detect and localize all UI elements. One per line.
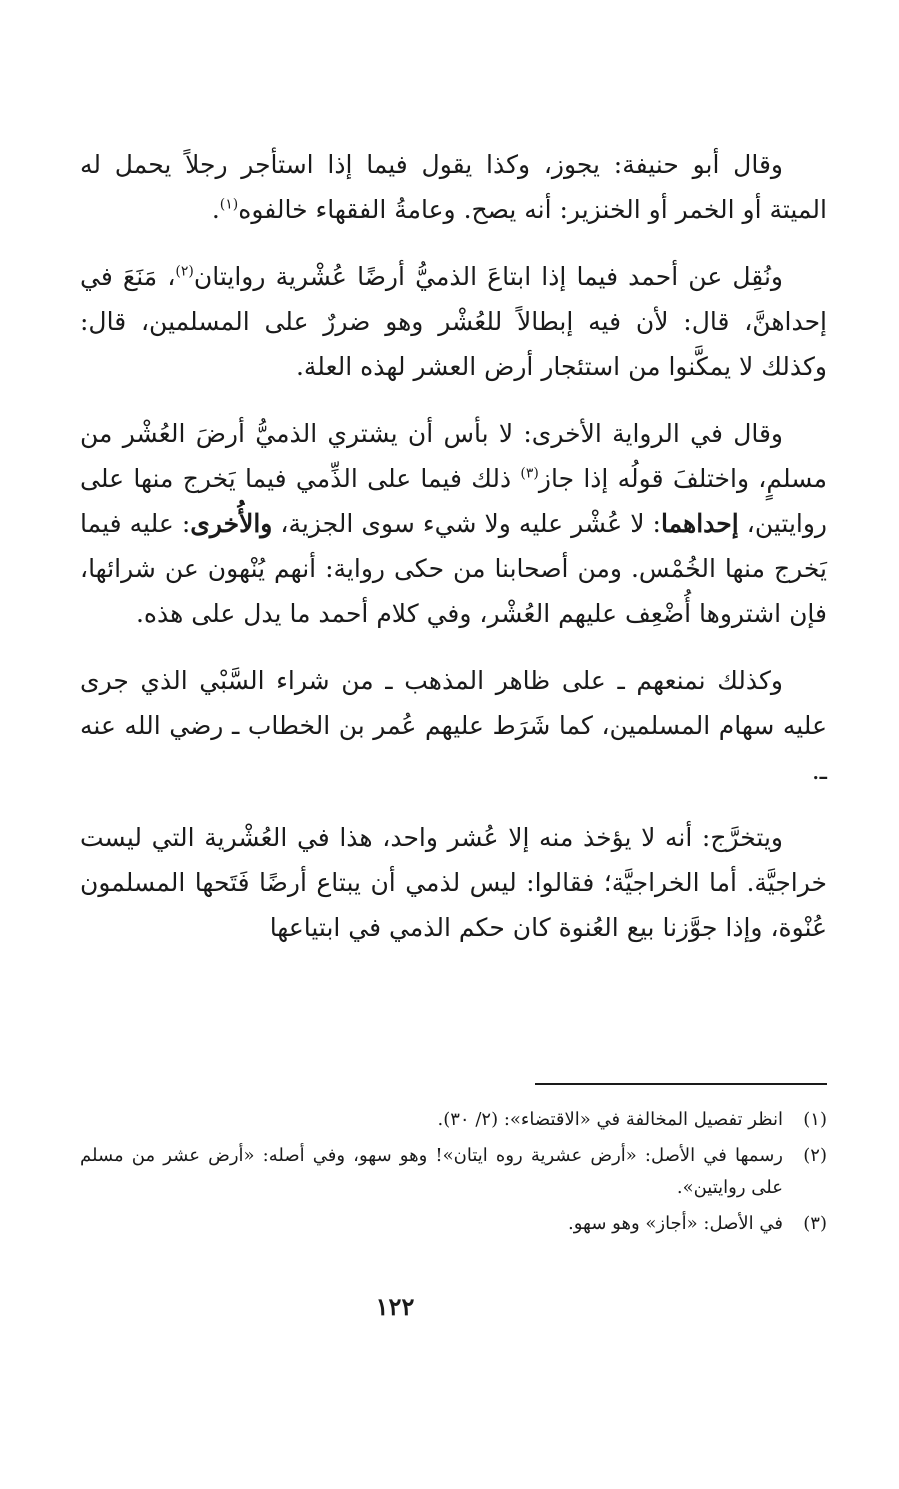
footnotes bbox=[80, 1104, 827, 1244]
text-segment: ويتخرَّج: أنه لا يؤخذ منه إلا عُشر واحد، هذا في العُشْرية التي ليست خراجيَّة. أما الخراجيَّة؛ فقالوا: ليس لذمي أن يبتاع أرضًا فَتَحها المسلمون عُنْوة، وإذا جوَّزنا بيع العُنوة كان حكم الذمي في ابتياعها bbox=[80, 823, 827, 942]
paragraph bbox=[80, 254, 827, 389]
paragraph bbox=[80, 142, 827, 232]
footnote-text: رسمها في الأصل: «أرض عشرية روه ايتان»! وهو سهو، وفي أصله: «أرض عشر من مسلم على روايتين». bbox=[80, 1145, 783, 1198]
footnote-text: في الأصل: «أجاز» وهو سهو. bbox=[568, 1213, 783, 1234]
text-segment: وقال في الرواية الأخرى: لا بأس أن يشتري الذميُّ أرضَ العُشْر من مسلمٍ، واختلفَ قولُه إذا جاز bbox=[80, 419, 827, 493]
text-segment: : لا عُشْر عليه ولا شيء سوى الجزية، bbox=[272, 509, 661, 538]
text-segment: وكذلك نمنعهم ـ على ظاهر المذهب ـ من شراء السَّبْي الذي جرى عليه سهام المسلمين، كما شَرَط عليهم عُمر بن الخطاب ـ رضي الله عنه ـ. bbox=[80, 666, 827, 785]
footnote-number: (١) bbox=[803, 1109, 827, 1130]
footnote-number: (٢) bbox=[803, 1145, 827, 1166]
paragraph bbox=[80, 411, 827, 636]
footnote-separator bbox=[535, 1083, 827, 1085]
footnote-reference: (٢) bbox=[175, 263, 194, 280]
text-segment: . bbox=[211, 195, 220, 224]
bold-term: والأُخرى bbox=[190, 509, 273, 538]
paragraph bbox=[80, 815, 827, 950]
text-segment: ونُقِل عن أحمد فيما إذا ابتاعَ الذميُّ أرضًا عُشْرية روايتان bbox=[193, 262, 783, 291]
text-segment: ، مَنَعَ في إحداهنَّ، قال: لأن فيه إبطالاً للعُشْر وهو ضررٌ على المسلمين، قال: وكذلك لا يمكَّنوا من استئجار أرض العشر لهذه العلة. bbox=[80, 262, 827, 381]
page-number: ١٢٢ bbox=[375, 1292, 415, 1321]
footnote-reference: (٣) bbox=[520, 465, 539, 482]
footnote-text: انظر تفصيل المخالفة في «الاقتضاء»: (٢/ ٣٠). bbox=[437, 1109, 783, 1130]
footnote bbox=[80, 1208, 827, 1240]
text-segment: ذلك فيما على الذِّمي فيما يَخرج منها على روايتين، bbox=[80, 464, 827, 538]
footnote bbox=[80, 1140, 827, 1204]
paragraph bbox=[80, 658, 827, 793]
footnote bbox=[80, 1104, 827, 1136]
bold-term: إحداهما bbox=[660, 509, 739, 538]
footnote-reference: (١) bbox=[219, 196, 239, 213]
main-text bbox=[80, 142, 827, 972]
footnote-number: (٣) bbox=[803, 1213, 827, 1234]
text-segment: وقال أبو حنيفة: يجوز، وكذا يقول فيما إذا استأجر رجلاً يحمل له الميتة أو الخمر أو الخنزير: أنه يصح. وعامةُ الفقهاء خالفوه bbox=[80, 150, 827, 224]
text-segment: : عليه فيما يَخرج منها الخُمْس. ومن أصحابنا من حكى رواية: أنهم يُنْهون عن شرائها، فإن اشتروها أُضْعِف عليهم العُشْر، وفي كلام أحمد ما يدل على هذه. bbox=[80, 509, 827, 628]
